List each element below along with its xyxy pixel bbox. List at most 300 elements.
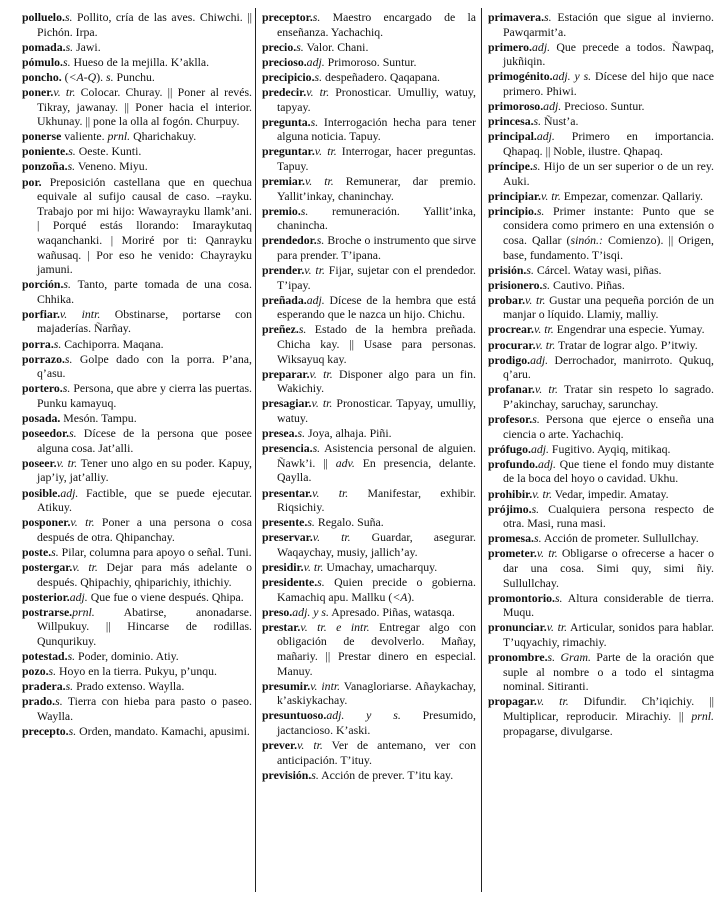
dictionary-entry [262,530,476,559]
grammar-label: v. tr. e intr. [300,619,370,634]
dictionary-entry [22,590,252,605]
dictionary-column-3 [488,10,714,739]
definition-text: despeñadero. Qaqapana. [322,69,441,84]
grammar-label: s. [63,277,71,292]
definition-text: Abatirse, anonadarse. Willpukuy. || Hincarse de rodillas. Qunqurikuy. [37,604,252,648]
definition-text: Manifestar, exhibir. Riqsichiy. [277,485,476,515]
definition-text: Primer instante: Punto que se considera como primero en una extensión o cosa. Qallar ( [503,203,714,247]
dictionary-entry [262,367,476,396]
definition-text: Mesón. Tampu. [60,411,137,426]
dictionary-entry [262,233,476,262]
grammar-label: s. [531,501,540,516]
grammar-label: adj. [530,352,549,367]
entry-headword: porción. [22,277,64,292]
grammar-label: s. [533,531,542,546]
column-divider [255,8,256,892]
dictionary-entry [488,293,714,322]
grammar-label: prnl. [691,708,714,723]
dictionary-entry [22,560,252,589]
entry-headword: potestad. [22,649,68,664]
dictionary-entry [488,278,714,293]
dictionary-entry [262,575,476,604]
entry-headword: postrarse. [22,604,73,619]
definition-text: Pilar, columna para apoyo o señal. Tuni. [58,544,252,559]
entry-headword: pómulo. [22,54,63,69]
definition-text: Factible, que se puede ejecutar. Atikuy. [37,485,252,515]
dictionary-entry [262,426,476,441]
dictionary-entry [488,591,714,620]
grammar-label: s. [64,351,73,366]
entry-headword: ponzoña. [22,159,68,174]
grammar-label: v. tr. [72,559,98,574]
dictionary-entry [488,531,714,546]
grammar-label: s. [311,767,319,782]
grammar-label: v. intr. [310,678,341,693]
entry-headword: profesor. [488,412,533,427]
grammar-label: v. tr. [311,396,333,411]
dictionary-entry [262,174,476,203]
definition-text: Que fue o viene después. Qhipa. [87,589,244,604]
dictionary-entry [22,724,252,739]
dictionary-column-2 [262,10,476,783]
definition-text: Cárcel. Watay wasi, piñas. [533,262,662,277]
grammar-label: adj. [536,129,555,144]
dictionary-entry [488,620,714,649]
definition-text: Estación que sigue al invierno. Pawqarmit’a. [503,10,714,39]
dictionary-entry [262,486,476,515]
grammar-label: s. [312,10,321,24]
entry-headword: porfiar. [22,306,60,321]
entry-headword: presidente. [262,575,318,590]
entry-headword: precio. [262,39,297,54]
entry-headword: presea. [262,426,298,441]
dictionary-entry [22,426,252,455]
grammar-label: s. [532,412,540,427]
definition-text: Broche o instrumento que sirve para prender. T’ipana. [277,233,476,262]
entry-headword: prado. [22,694,56,709]
entry-headword: posada. [22,411,61,426]
grammar-label: <A-Q [68,69,97,84]
grammar-label: v. tr. [312,485,349,500]
dictionary-entry [488,99,714,114]
grammar-label: v. tr. [546,620,568,635]
entry-headword: pronombre. [488,650,548,665]
entry-headword: precepto. [22,724,69,738]
entry-headword: poncho. [22,69,62,84]
entry-headword: promesa. [488,531,534,546]
entry-headword: pronunciar. [488,620,547,635]
dictionary-entry [488,263,714,278]
dictionary-entry [22,307,252,336]
entry-headword: porrazo. [22,351,65,366]
definition-text: Golpe dado con la porra. P’ana, q’asu. [37,351,252,381]
dictionary-entry [262,263,476,292]
entry-headword: prohibir. [488,486,533,501]
dictionary-entry [262,40,476,55]
definition-text: Hijo de un ser superior o de un rey. Auki. [503,158,714,188]
definition-text: Guardar, asegurar. Waqaychay, musiy, jallich’ay. [277,530,476,559]
dictionary-entry [488,502,714,531]
definition-text: Empezar, comenzar. Qallariy. [560,188,704,203]
grammar-label: adj. y s. [292,604,329,619]
dictionary-entry [262,144,476,173]
dictionary-entry [488,457,714,486]
definition-text: Precioso. Suntur. [561,99,645,114]
definition-text: Maestro encargado de la enseñanza. Yachachiq. [277,10,476,39]
dictionary-entry [262,293,476,322]
definition-text: Hoyo en la tierra. Pukyu, p’unqu. [56,664,217,679]
dictionary-entry [22,85,252,129]
definition-text: Obligarse o ofrecerse a hacer o dar una cosa. Simi quy, simi ñiy. Sullullchay. [503,546,714,590]
grammar-label: s. [53,336,62,351]
dictionary-entry [262,204,476,233]
entry-headword: prójimo. [488,501,532,516]
definition-text: Dícese de la persona que posee alguna cosa. Jat’alli. [37,426,252,455]
grammar-label: adj. [60,485,79,500]
definition-text: Jawi. [73,39,101,54]
definition-text: Comienzo). || Origen, base, fundamento. T’isqi. [503,232,714,262]
definition-text: Tratar de lograr algo. P’itwiy. [555,337,698,352]
entry-headword: presagiar. [262,396,312,411]
grammar-label: adv. [335,455,355,470]
definition-text: Articular, sonidos para hablar. T’uqyachiy, rimachiy. [503,620,714,649]
definition-text: Quien precide o gobierna. Kamachiq apu. Mallku ( [277,575,476,604]
grammar-label: v. tr. [304,263,325,278]
entry-headword: pradera. [22,679,66,694]
definition-text: Obstinarse, portarse con majaderías. Ñarñay. [37,306,253,336]
definition-text: Entregar algo con obligación de devolverlo. Mañay, mañariy. || Prestar dinero en especial. Manuy. [277,619,476,678]
dictionary-entry [488,189,714,204]
grammar-label: s. [296,39,304,54]
dictionary-entry [22,515,252,544]
grammar-label: s. [300,203,309,218]
dictionary-entry [262,322,476,366]
grammar-label: v. tr. [297,738,323,753]
entry-headword: previsión. [262,767,312,782]
dictionary-entry [22,679,252,694]
dictionary-entry [262,708,476,737]
definition-text: Fugitivo. Ayqiq, mitikaq. [548,441,671,456]
definition-text: Cachiporra. Maqana. [61,336,164,351]
definition-text: Regalo. Suña. [314,515,384,530]
definition-text: Presumido, jactancioso. K’aski. [277,708,476,737]
dictionary-entry [262,85,476,114]
grammar-label: v. tr. [303,559,324,574]
dictionary-entry [488,650,714,694]
grammar-label: s. [69,426,77,441]
definition-text: Cautivo. Piñas. [550,277,625,292]
entry-headword: prometer. [488,546,537,561]
grammar-label: adj. [532,39,551,54]
grammar-label: adj. [530,441,549,456]
grammar-label: s. [536,203,545,218]
entry-headword: procrear. [488,322,534,337]
definition-text: Remunerar, dar premio. Yallit’inkay, chaninchay. [277,174,476,203]
definition-text: Acción de prever. T’itu kay. [318,767,454,782]
dictionary-entry [488,322,714,337]
grammar-label: v. tr. [525,292,546,307]
dictionary-entry [488,412,714,441]
grammar-label: v. tr. [533,322,554,337]
dictionary-entry [488,159,714,188]
entry-headword: polluelo. [22,10,65,24]
entry-headword: primogénito. [488,69,553,84]
definition-text: Ñust’a. [541,114,579,129]
grammar-label: prnl. [107,129,131,144]
dictionary-entry [22,352,252,381]
dictionary-entry [22,649,252,664]
entry-headword: pozo. [22,664,49,679]
grammar-label: s. [312,441,321,456]
entry-headword: ponerse [22,129,62,144]
grammar-label: v. tr. [536,546,558,561]
dictionary-entry [488,338,714,353]
definition-text: Dícese del hijo que nace primero. Phiwi. [503,69,715,98]
dictionary-entry [488,382,714,411]
dictionary-entry [22,10,252,39]
dictionary-entry [488,129,714,158]
definition-text: Ver de antemano, ver con anticipación. T’ituy. [277,738,476,767]
definition-text: Tierra con hieba para pasto o paseo. Waylla. [37,694,252,723]
dictionary-entry [488,114,714,129]
entry-headword: premio. [262,203,301,218]
grammar-label: s. [51,544,59,559]
entry-headword: posponer. [22,515,71,530]
grammar-label: s. Gram. [547,650,591,665]
entry-headword: prisionero. [488,277,543,292]
definition-text: Parte de la oración que suple al nombre o a todo el sintagma nominal. Sitiranti. [503,650,714,694]
definition-text: Veneno. Miyu. [75,159,148,174]
grammar-label: s. [317,575,325,590]
entry-headword: presentar. [262,485,313,500]
grammar-label: adj. y s. [552,69,592,84]
definition-text: Orden, mandato. Kamachi, apusimi. [76,724,250,738]
definition-text: Primero en importancia. Qhapaq. || Noble, ilustre. Qhapaq. [503,129,714,158]
entry-headword: primero. [488,39,533,54]
grammar-label: v. tr. [309,366,333,381]
definition-text: ( [61,69,69,84]
dictionary-entry [22,486,252,515]
dictionary-entry [488,546,714,590]
definition-text: Derrochador, manirroto. Qukuq, q’aru. [503,352,714,382]
definition-text: Colocar. Churay. || Poner al revés. Tikray, jawanay. || Poner hacia el interior. Ukhunay. || pone la olla al fogón. Churpuy. [37,84,252,129]
grammar-label: adj. [543,99,562,114]
entry-headword: prófugo. [488,441,531,456]
dictionary-entry [22,129,252,144]
definition-text: Pronosticar. Tapyay, umulliy, watuy. [277,396,476,426]
definition-text: Altura considerable de tierra. Muqu. [503,590,714,620]
dictionary-entry [488,487,714,502]
definition-text: Persona que ejerce o enseña una ciencia o arte. Yachachiq. [503,412,714,441]
definition-text: Que tiene el fondo muy distante de la boca del hoyo o cavidad. Ukhu. [503,456,714,486]
dictionary-entry [488,10,714,39]
definition-text: Joya, alhaja. Piñi. [305,426,392,441]
definition-text: valiente. [61,129,108,144]
entry-headword: posible. [22,485,61,500]
definition-text: Punchu. [113,69,155,84]
dictionary-entry [22,55,252,70]
entry-headword: presencia. [262,441,313,456]
grammar-label: s. [526,262,534,277]
dictionary-entry [262,10,476,39]
grammar-label: s. [68,724,77,738]
dictionary-entry [22,70,252,85]
entry-headword: postergar. [22,559,73,574]
grammar-label: s. [64,10,73,24]
grammar-label: s. [307,515,315,530]
entry-headword: preñada. [262,292,307,307]
definition-text: Interrogar, hacer preguntas. Tapuy. [277,144,476,173]
definition-text: ). [407,589,415,604]
dictionary-entry [262,515,476,530]
entry-headword: precipicio. [262,69,315,84]
entry-headword: posterior. [22,589,70,604]
dictionary-entry [22,337,252,352]
grammar-label: <A [392,589,408,604]
dictionary-entry [262,560,476,575]
dictionary-entry [488,69,714,98]
grammar-label: v. tr. [306,84,330,99]
entry-headword: prever. [262,738,298,753]
grammar-label: s. [544,10,552,24]
entry-headword: presente. [262,515,308,530]
definition-text: Oeste. Kunti. [75,144,142,159]
grammar-label: s. [48,664,57,679]
grammar-label: s. [65,39,74,54]
grammar-label: v. tr. [304,174,334,189]
dictionary-entry [262,620,476,678]
entry-headword: propagar. [488,694,537,709]
definition-text: Apresado. Piñas, watasqa. [328,604,455,619]
grammar-label: adj. y s. [326,708,401,723]
definition-text: propagarse, divulgarse. [503,723,613,738]
definition-text: Gustar una pequeña porción de un manjar o líquido. Llamiy, malliy. [503,292,714,322]
entry-headword: porra. [22,336,54,351]
entry-headword: preguntar. [262,144,315,159]
grammar-label: s. [62,381,71,396]
entry-headword: pomada. [22,39,66,54]
definition-text: Primoroso. Suntur. [324,54,417,69]
definition-text: Pollito, cría de las aves. Chiwchi. || Pichón. Irpa. [37,10,252,39]
entry-headword: princesa. [488,114,534,129]
dictionary-entry [488,40,714,69]
definition-text: Dícese de la hembra que está esperando que le nazca un hijo. Chichu. [277,292,476,322]
entry-headword: presuntuoso. [262,708,327,723]
definition-text: Interrogación hecha para tener alguna noticia. Tapuy. [277,114,476,144]
dictionary-entry [262,55,476,70]
definition-text: Tanto, parte tomada de una cosa. Chhika. [37,277,252,306]
dictionary-entry [262,115,476,144]
grammar-label: v. tr. [53,84,76,99]
grammar-label: adj. [537,456,556,471]
dictionary-entry [262,738,476,767]
grammar-label: v. tr. [534,382,558,397]
dictionary-entry [262,70,476,85]
definition-text: Disponer algo para un fin. Wakichiy. [277,366,476,396]
dictionary-entry [22,175,252,277]
entry-headword: primavera. [488,10,545,24]
definition-text: Dejar para más adelante o después. Qhipachiy, qhiparichiy, ithichiy. [37,559,252,589]
entry-headword: preceptor. [262,10,313,24]
definition-text: Asistencia personal de alguien. Ñawk’i. || [277,441,476,470]
grammar-label: v. tr. [312,530,351,545]
definition-text: Preposición castellana que en quechua equivale al sufijo causal de caso. –rayku. Trabajo por mi hijo: Wawayrayku llamk’ani. | Porqué estás llorando: Imaraykutaq waqanchanki. | Moriré por ti: Qanrayku wañusaq. | Por eso he venido: Chayrayku jamuni. [37,174,252,277]
definition-text: Prado extenso. Waylla. [73,679,185,694]
definition-text: Que precede a todos. Ñawpaq, jukñiqin. [503,39,714,69]
grammar-label: s. [542,277,551,292]
definition-text: Engendrar una especie. Yumay. [553,322,705,337]
grammar-label: s. [67,159,76,174]
entry-headword: promontorio. [488,590,555,605]
dictionary-entry [488,694,714,738]
dictionary-entry [488,353,714,382]
entry-headword: principal. [488,129,537,144]
grammar-label: v. tr. [70,515,95,530]
grammar-label: s. [67,649,76,664]
entry-headword: prendedor. [262,233,317,248]
grammar-label: v. tr. [536,694,569,709]
dictionary-entry [22,381,252,410]
grammar-label: s. [62,54,71,69]
entry-headword: principiar. [488,188,541,203]
dictionary-entry [22,605,252,649]
entry-headword: prisión. [488,262,527,277]
definition-text: Vanagloriarse. Añaykachay, k’askiykachay. [277,678,476,708]
grammar-label: v. tr. [541,188,561,203]
dictionary-entry [262,396,476,425]
entry-headword: presumir. [262,678,311,693]
entry-headword: prender. [262,263,305,278]
grammar-label: s. [297,426,306,441]
entry-headword: primoroso. [488,99,544,114]
definition-text: ). [96,69,107,84]
entry-headword: profundo. [488,456,538,471]
entry-headword: poste. [22,544,52,559]
dictionary-entry [22,411,252,426]
entry-headword: predecir. [262,84,307,99]
grammar-label: s. [533,114,542,129]
entry-headword: preso. [262,604,293,619]
entry-headword: profanar. [488,382,535,397]
grammar-label: adj. [69,589,88,604]
column-divider [481,8,482,892]
grammar-label: s. [310,114,319,129]
entry-headword: premiar. [262,174,305,189]
entry-headword: probar. [488,292,526,307]
dictionary-entry [22,664,252,679]
entry-headword: pregunta. [262,114,311,129]
grammar-label: s. [316,233,325,248]
dictionary-entry [22,456,252,485]
dictionary-entry [22,144,252,159]
definition-text: Fijar, sujetar con el prendedor. T’ipay. [277,263,476,292]
dictionary-entry [22,159,252,174]
grammar-label: adj. [306,54,325,69]
entry-headword: preservar. [262,530,313,545]
entry-headword: prodigo. [488,352,531,367]
definition-text: Poder, dominio. Atiy. [75,649,179,664]
entry-headword: prestar. [262,619,301,634]
entry-headword: príncipe. [488,158,533,173]
definition-text: Poner a una persona o cosa después de otra. Qhipanchay. [37,515,252,544]
dictionary-entry [22,277,252,306]
definition-text: Pronosticar. Umulliy, watuy, tapyay. [277,84,476,114]
entry-headword: precioso. [262,54,307,69]
entry-headword: preparar. [262,366,310,381]
grammar-label: v. tr. [56,455,78,470]
dictionary-entry [262,679,476,708]
dictionary-entry [22,40,252,55]
